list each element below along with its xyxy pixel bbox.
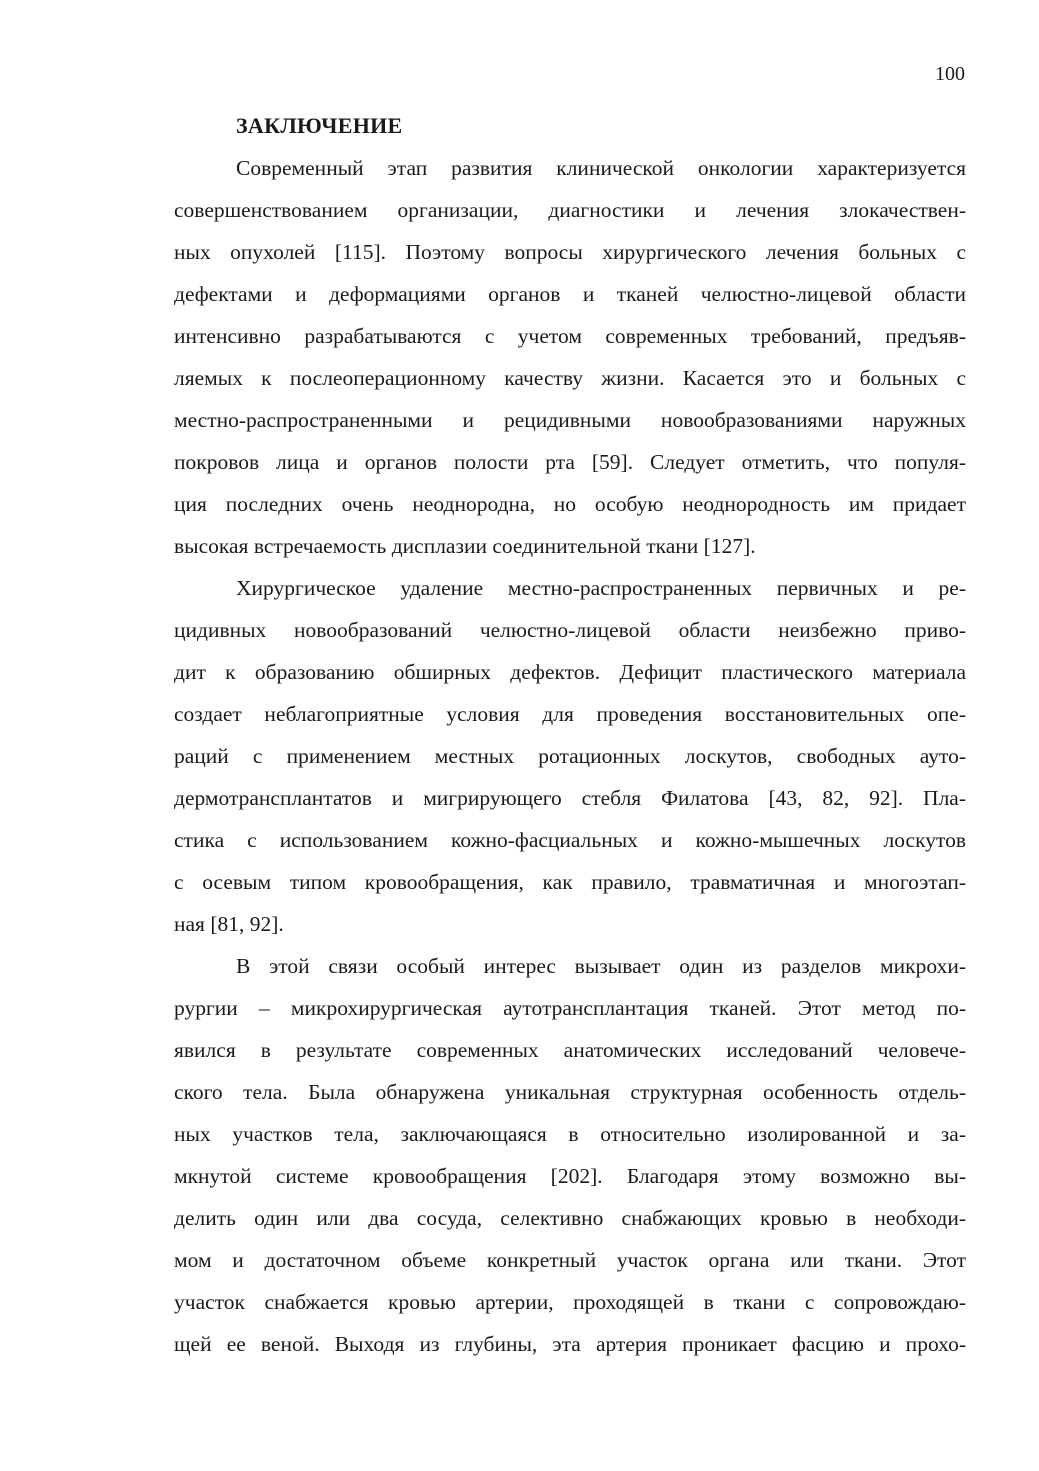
text-line: делить один или два сосуда, селективно снабжающих кровью в необходи- [174, 1206, 966, 1230]
text-line: рургии – микрохирургическая аутотрансплантация тканей. Этот метод по- [174, 996, 966, 1020]
text-line: местно-распространенными и рецидивными новообразованиями наружных [174, 408, 966, 432]
text-line: ция последних очень неоднородна, но особую неоднородность им придает [174, 492, 966, 516]
text-line: мкнутой системе кровообращения [202]. Благодаря этому возможно вы- [174, 1164, 966, 1188]
text-line: покровов лица и органов полости рта [59]. Следует отметить, что популя- [174, 450, 966, 474]
text-line: дефектами и деформациями органов и тканей челюстно-лицевой области [174, 282, 966, 306]
text-line: раций с применением местных ротационных лоскутов, свободных ауто- [174, 744, 966, 768]
text-line: мом и достаточном объеме конкретный участок органа или ткани. Этот [174, 1248, 966, 1272]
paragraph-2 [174, 573, 966, 951]
text-line: дит к образованию обширных дефектов. Дефицит пластического материала [174, 660, 966, 684]
text-line: стика с использованием кожно-фасциальных и кожно-мышечных лоскутов [174, 828, 966, 852]
text-line: с осевым типом кровообращения, как правило, травматичная и многоэтап- [174, 870, 966, 894]
text-line: Современный этап развития клинической онкологии характеризуется [236, 156, 966, 180]
text-line: совершенствованием организации, диагностики и лечения злокачествен- [174, 198, 966, 222]
text-line: ная [81, 92]. [174, 912, 284, 936]
section-heading: ЗАКЛЮЧЕНИЕ [236, 113, 403, 138]
text-line: явился в результате современных анатомических исследований человече- [174, 1038, 966, 1062]
text-line: ных участков тела, заключающаяся в относительно изолированной и за- [174, 1122, 966, 1146]
text-line: создает неблагоприятные условия для проведения восстановительных опе- [174, 702, 966, 726]
text-line: щей ее веной. Выходя из глубины, эта артерия проникает фасцию и прохо- [174, 1332, 966, 1356]
text-line: высокая встречаемость дисплазии соединительной ткани [127]. [174, 534, 756, 558]
text-line: участок снабжается кровью артерии, проходящей в ткани с сопровождаю- [174, 1290, 966, 1314]
text-line: ляемых к послеоперационному качеству жизни. Касается это и больных с [174, 366, 966, 390]
text-line: дермотрансплантатов и мигрирующего стебля Филатова [43, 82, 92]. Пла- [174, 786, 966, 810]
paragraph-1 [174, 153, 966, 573]
page-number: 100 [935, 63, 965, 85]
body-text [174, 153, 966, 1371]
text-line: цидивных новообразований челюстно-лицевой области неизбежно приво- [174, 618, 966, 642]
paragraph-3 [174, 951, 966, 1371]
text-line: ского тела. Была обнаружена уникальная структурная особенность отдель- [174, 1080, 966, 1104]
text-line: Хирургическое удаление местно-распространенных первичных и ре- [236, 576, 966, 600]
text-line: ных опухолей [115]. Поэтому вопросы хирургического лечения больных с [174, 240, 966, 264]
text-line: В этой связи особый интерес вызывает один из разделов микрохи- [236, 954, 966, 978]
text-line: интенсивно разрабатываются с учетом современных требований, предъяв- [174, 324, 966, 348]
